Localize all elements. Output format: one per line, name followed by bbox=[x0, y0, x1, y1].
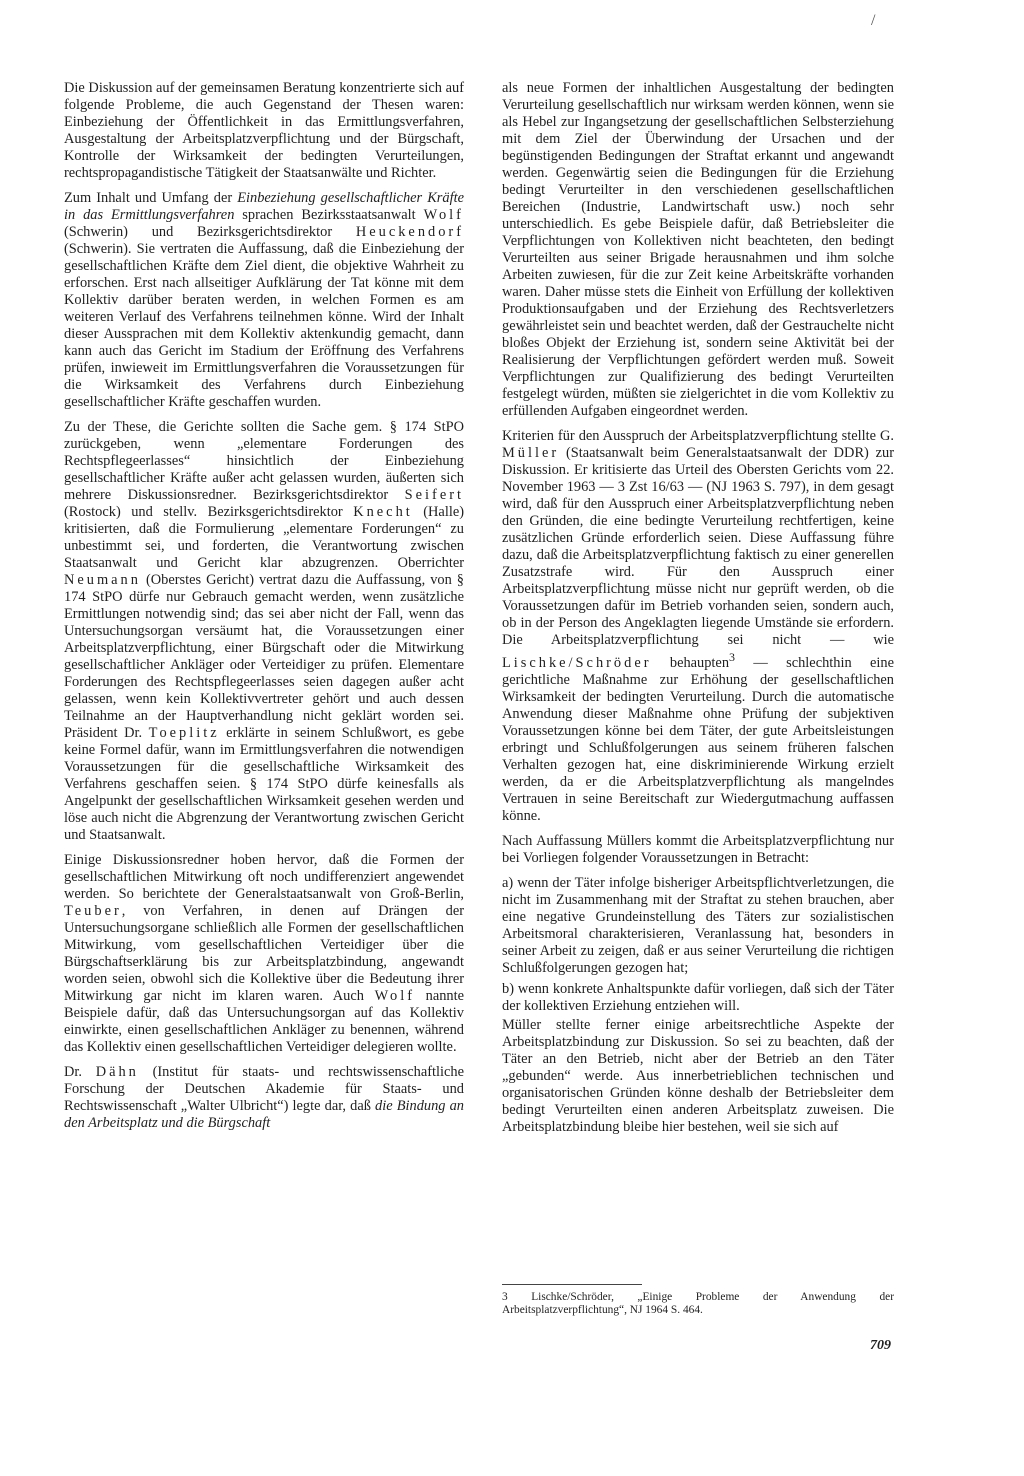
footnote-ref: 3 bbox=[729, 650, 736, 664]
footnote: 3 Lischke/Schröder, „Einige Probleme der Anwendung der Arbeitsplatzverpflichtung“, NJ 1964 S. 464. bbox=[502, 1291, 894, 1316]
text: erklärte in seinem Schlußwort, es gebe keine Formel dafür, wann im Ermittlungsverfahren die notwendigen Voraussetzungen für die gesellschaftliche Wirksamkeit des Verfahrens geschaffen seien. § 174 StPO dürfe keinesfalls als Angelpunkt der gesellschaftlichen Wirksamkeit gesehen werden und löse auch nicht die Abgrenzung der Verantwortung zwischen Gericht und Staatsanwalt. bbox=[64, 725, 464, 843]
person-name: Neumann bbox=[64, 572, 141, 588]
right-column bbox=[502, 80, 894, 1144]
text: Einige Diskussionsredner hoben hervor, daß die Formen der gesellschaftlichen Mitwirkung oft noch undifferenziert angewendet werden. So berichtete der Generalstaatsanwalt von Groß-Berlin, bbox=[64, 852, 464, 902]
person-name: Wolf bbox=[423, 207, 464, 223]
emphasis: die Bindung an den Arbeitsplatz und die Bürgschaft bbox=[64, 1098, 464, 1131]
paragraph-5 bbox=[64, 1064, 464, 1132]
text: Zu der These, die Gerichte sollten die Sache gem. § 174 StPO zurückgeben, wenn „elementare Forderungen des Rechtspflegeerlasses“ hinsichtlich der Einbeziehung gesellschaftlicher Kräfte außer acht gelassen wurden, äußerten sich mehrere Diskussionsredner. Bezirksgerichtsdirektor bbox=[64, 419, 464, 503]
paragraph-3 bbox=[64, 419, 464, 844]
person-name: Heuckendorf bbox=[355, 224, 464, 240]
text: Dr. bbox=[64, 1064, 96, 1080]
person-name: Lischke/Schröder bbox=[502, 654, 652, 671]
text: (Halle) kritisierten, daß die Formulierung „elementare Forderungen“ zu unbestimmt sei, und forderten, die Verantwortung zwischen Staatsanwalt und Gericht klar abzugrenzen. Oberrichter bbox=[64, 504, 464, 571]
paragraph-2 bbox=[502, 428, 894, 825]
left-column bbox=[64, 80, 464, 1140]
text: (Schwerin). Sie vertraten die Auffassung, daß die Einbeziehung der gesellschaftlichen Kräfte dem Ziel dient, die objektive Wahrheit zu erforschen. Erst nach allseitiger Aufklärung der Tat könne mit dem Kollektiv darüber beraten werden, in welchen Formen es am weiteren Verlauf des Verfahrens teilnehmen könne. Wird der Inhalt dieser Aussprachen mit dem Kollektiv aktenkundig gemacht, dann kann auch das Gericht im Stadium der Eröffnung des Verfahrens prüfen, inwieweit im Ermittlungsverfahren die Voraussetzungen für die Wirksamkeit des Verfahrens durch Einbeziehung gesellschaftlicher Kräfte geschaffen wurden. bbox=[64, 241, 464, 410]
person-name: Seifert bbox=[404, 487, 464, 503]
person-name: Müller bbox=[502, 445, 560, 461]
paragraph-2 bbox=[64, 190, 464, 411]
list-item-b: b) wenn konkrete Anhaltspunkte dafür vorliegen, daß sich der Täter der kollektiven Erziehung entziehen will. bbox=[502, 980, 894, 1014]
text: (Schwerin) und Bezirksgerichtsdirektor bbox=[64, 224, 356, 240]
list-item-a: a) wenn der Täter infolge bisheriger Arbeitspflichtverletzungen, die nicht im Zusammenhang mit der Straftat zu stehen brauchen, aber eine negative Grundeinstellung des Täters zur sozialistischen Arbeitsmoral charakterisieren, Veranlassung hat, besonders in seiner Arbeit zu zeigen, daß er aus seiner Verurteilung die richtigen Schlußfolgerungen gezogen hat; bbox=[502, 874, 894, 976]
text: — schlechthin eine gerichtliche Maßnahme zur Erhöhung der gesellschaftlichen Wirksamkeit der bedingten Verurteilung. Durch die automatische Anwendung dieser Maßnahme ohne Prüfung der subjektiven Voraussetzungen könne bei dem Täter, der gute Arbeitsleistungen erbringt und Schlußfolgerungen aus seinem früheren falschen Verhalten gezogen hat, eine diskriminierende Wirkung erzielt werden, da er die Arbeitsplatzverpflichtung als mangelndes Vertrauen in seine Bereitschaft zur Wiedergutmachung auffassen könne. bbox=[502, 654, 894, 824]
text: (Rostock) und stellv. Bezirksgerichtsdirektor bbox=[64, 504, 354, 520]
page-number: 709 bbox=[870, 1338, 891, 1353]
text: sprachen Bezirksstaatsanwalt bbox=[234, 207, 424, 223]
paragraph-1: Die Diskussion auf der gemeinsamen Beratung konzentrierte sich auf folgende Probleme, die auch Gegenstand der Thesen waren: Einbeziehung der Öffentlichkeit in das Ermittlungsverfahren, Ausgestaltung der Arbeitsplatzverpflichtung und der Bürgschaft, Kontrolle der Wirksamkeit der bedingten Verurteilungen, rechtspropagandistische Tätigkeit der Staatsanwälte und Richter. bbox=[64, 80, 464, 181]
text: nannte Beispiele dafür, daß das Untersuchungsorgan auf das Kollektiv einwirkte, einen gesellschaftlichen Ankläger zu benennen, während das Kollektiv einen gesellschaftlichen Verteidiger delegieren wollte. bbox=[64, 988, 464, 1055]
person-name: Wolf bbox=[374, 988, 415, 1004]
text: (Institut für staats- und rechtswissenschaftliche Forschung der Deutschen Akademie für Staats- und Rechtswissenschaft „Walter Ulbricht“) legte dar, daß bbox=[64, 1064, 464, 1114]
person-name: Toeplitz bbox=[148, 725, 220, 741]
person-name: Teuber bbox=[64, 903, 122, 919]
text: Kriterien für den Ausspruch der Arbeitsplatzverpflichtung stellte G. bbox=[502, 428, 894, 444]
paragraph-4 bbox=[64, 852, 464, 1056]
text: (Staatsanwalt beim Generalstaatsanwalt der DDR) zur Diskussion. Er kritisierte das Urteil des Obersten Gerichts vom 22. November 1963 — 3 Zst 16/63 — (NJ 1963 S. 797), in dem gesagt wird, daß für den Ausspruch einer Arbeitsplatzverpflichtung neben den Gründen, die eine bedingte Verurteilung rechtfertigen, keine zusätzlichen Gründe erforderlich seien. Diese Auffassung führe dazu, daß die Arbeitsplatzverpflichtung faktisch zu einer generellen Zusatzstrafe wird. Für den Ausspruch einer Arbeitsplatzverpflichtung müsse nicht nur geprüft werden, ob die Voraussetzungen dafür im Betrieb vorhanden seien, sondern auch, ob in der Person des Angeklagten liegende Umstände sie erfordern. Die Arbeitsplatzverpflichtung sei nicht — wie bbox=[502, 445, 894, 648]
person-name: Knecht bbox=[353, 504, 413, 520]
paragraph-3: Nach Auffassung Müllers kommt die Arbeitsplatzverpflichtung nur bei Vorliegen folgender Voraussetzungen in Betracht: bbox=[502, 832, 894, 866]
footnote-divider bbox=[502, 1284, 642, 1285]
paragraph-6: Müller stellte ferner einige arbeitsrechtliche Aspekte der Arbeitsplatzbindung zur Diskussion. So sei zu beachten, daß der Täter an den Betrieb, nicht aber der Betrieb an den Täter „gebunden“ werde. Aus innerbetrieblichen technischen und organisatorischen Gründen könne deshalb der Betriebsleiter dem bedingt Verurteilten einen anderen Arbeitsplatz zuweisen. Die Arbeitsplatzbindung bleibe hier bestehen, weil sie sich auf bbox=[502, 1016, 894, 1135]
paragraph-1: als neue Formen der inhaltlichen Ausgestaltung der bedingten Verurteilung gesellschaftlich nur wirksam werden können, wenn sie als Hebel zur Ingangsetzung der gesellschaftlichen Selbsterziehung mit dem Ziel der Überwindung der Ursachen und der begünstigenden Bedingungen der Straftat erkannt und angewandt werden. Gegenwärtig seien die Bedingungen für die Erziehung bedingt Verurteilter in den verschiedenen gesellschaftlichen Bereichen (Industrie, Landwirtschaft usw.) noch sehr unterschiedlich. Es gebe Beispiele dafür, daß Betriebsleiter die Verpflichtungen von Kollektiven nicht beachteten, den bedingt Verurteilten aus seiner Brigade herausnahmen und ihm solche Arbeiten zuwiesen, für die zur Zeit keine Arbeitskräfte vorhanden waren. Daher müsse stets die Einheit von Erfüllung der kollektiven Produktionsaufgaben und der Erziehung des Rechtsverletzers gewährleistet sein und beachtet werden, daß der Gestrauchelte nicht bloßes Objekt der Erziehung ist, sondern seine Aktivität bei der Realisierung der Verpflichtungen gefördert werden muß. Soweit Verpflichtungen zur Qualifizierung des bedingt Verurteilten festgelegt würden, müßten sie zielgerichtet in die vom Kollektiv zu erfüllenden Aufgaben eingeordnet werden. bbox=[502, 80, 894, 419]
text: , von Verfahren, in denen auf Drängen der Untersuchungsorgane schließlich alle Formen der gesellschaftlichen Mitwirkung, vom gesellschaftlichen Verteidiger über die Bürgschaftserklärung bis zur Arbeitsplatzbindung, angewandt worden seien, obwohl sich die Kollektive über die Bedeutung ihrer Mitwirkung gar nicht im klaren waren. Auch bbox=[64, 903, 464, 1004]
person-name: Dähn bbox=[95, 1064, 139, 1080]
emphasis: Einbeziehung gesellschaftlicher Kräfte in das Ermittlungsverfahren bbox=[64, 190, 464, 223]
text: behaupten bbox=[651, 654, 730, 671]
text: (Oberstes Gericht) vertrat dazu die Auffassung, von § 174 StPO dürfe nur Gebrauch gemacht werden, wenn zusätzliche Ermittlungen notwendig sind; das sei aber nicht der Fall, wenn das Untersuchungsorgan versäumt hat, die Voraussetzungen einer Arbeitsplatzverpflichtung, einer Bürgschaft oder die Mitwirkung gesellschaftlicher Ankläger oder Verteidiger zu prüfen. Elementare Forderungen des Rechtspflegeerlasses seien dagegen außer acht gelassen, wenn kein Kollektivvertreter gehört und auch dessen Teilnahme an der Hauptverhandlung nicht geklärt worden sei. Präsident Dr. bbox=[64, 572, 464, 741]
text: Zum Inhalt und Umfang der bbox=[64, 190, 238, 206]
corner-mark: / bbox=[871, 12, 876, 29]
